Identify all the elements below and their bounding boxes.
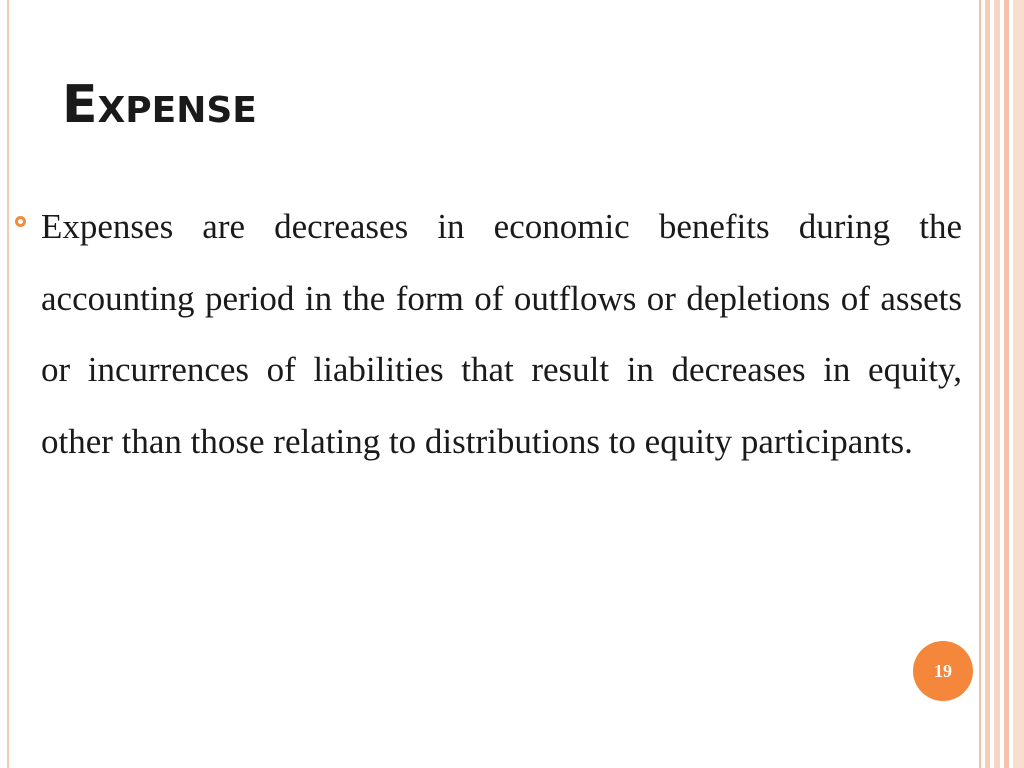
right-stripe — [985, 0, 990, 768]
bullet-text: Expenses are decreases in economic benefits during the accounting period in the form of outflows or depletions of assets or incurrences of liabilities that result in decreases in equity, other than those relating to distributions to equity participants. — [41, 207, 962, 461]
left-border-line — [7, 0, 9, 768]
right-stripe — [1013, 0, 1024, 768]
page-number-badge — [913, 641, 973, 701]
right-stripe — [1004, 0, 1009, 768]
page-number: 19 — [934, 660, 952, 681]
right-stripe — [979, 0, 981, 768]
hollow-circle-bullet-icon — [15, 216, 26, 227]
right-stripe — [994, 0, 1000, 768]
slide-title: Expense — [62, 75, 257, 135]
